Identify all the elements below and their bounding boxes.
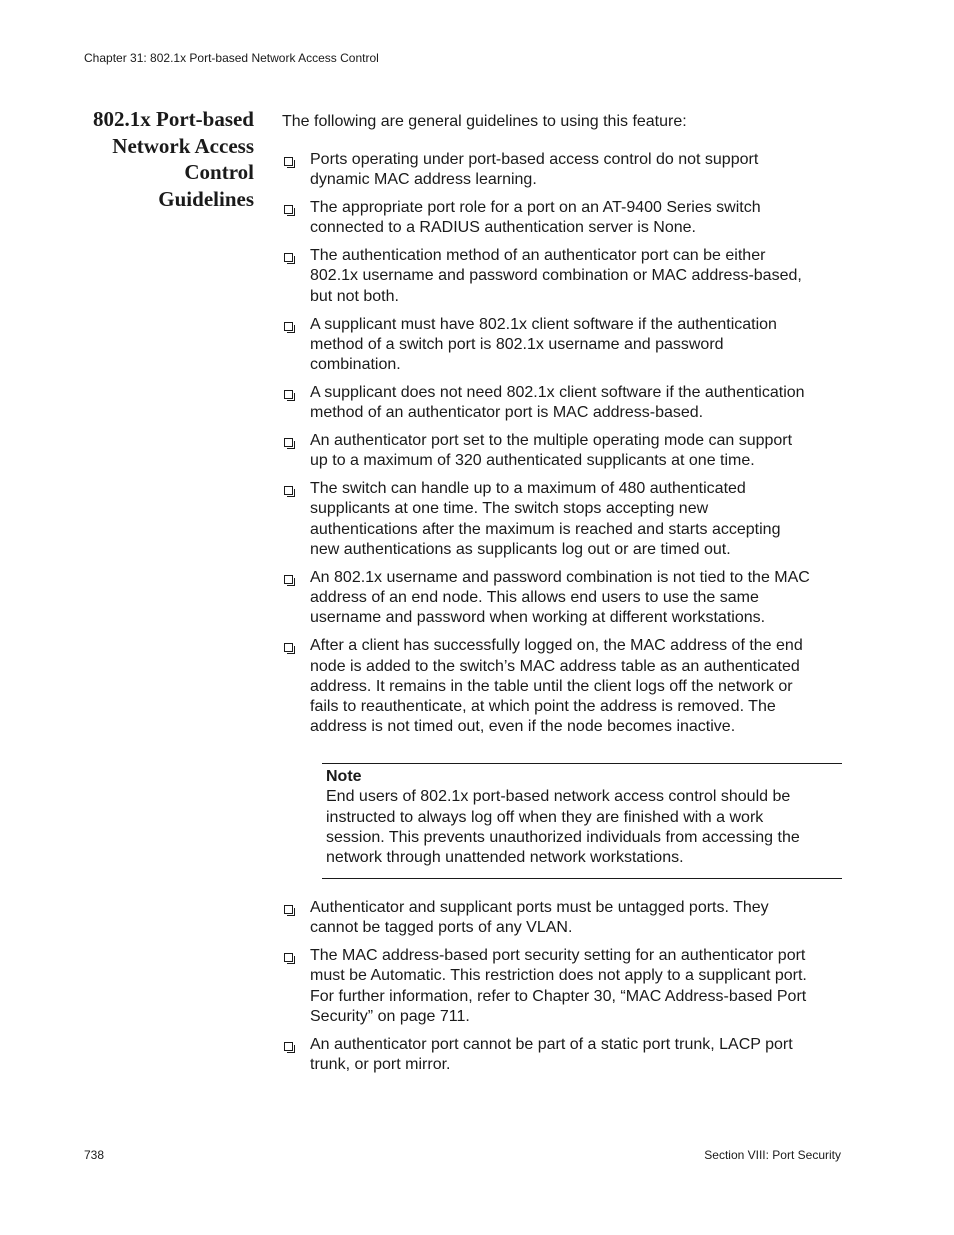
bullet-line: must be Automatic. This restriction does not apply to a supplicant port.	[310, 967, 807, 985]
bullet-line: An authenticator port cannot be part of a static port trunk, LACP port	[310, 1035, 793, 1053]
page-number: 738	[84, 1148, 105, 1162]
bullet-line: An 802.1x username and password combination is not tied to the MAC	[310, 568, 810, 586]
guideline-list	[282, 150, 852, 745]
bullet-line: new authentications as supplicants log out or are timed out.	[310, 541, 731, 559]
checkbox-bullet-icon	[284, 390, 293, 399]
bullet-line: authentications after the maximum is reached and starts accepting	[310, 520, 781, 538]
bullet-line: node is added to the switch’s MAC address table as an authenticated	[310, 657, 800, 675]
note-line: session. This prevents unauthorized individuals from accessing the	[326, 828, 800, 846]
note-line: instructed to always log off when they are finished with a work	[326, 808, 764, 826]
bullet-item	[282, 1035, 852, 1076]
checkbox-bullet-icon	[284, 253, 293, 262]
checkbox-bullet-icon	[284, 905, 293, 914]
bullet-line: After a client has successfully logged on, the MAC address of the end	[310, 637, 803, 655]
section-heading-line: Guidelines	[158, 186, 254, 211]
bullet-item	[282, 479, 852, 560]
bullet-line: The MAC address-based port security setting for an authenticator port	[310, 947, 806, 965]
checkbox-bullet-icon	[284, 643, 293, 652]
chapter-header: Chapter 31: 802.1x Port-based Network Access Control	[84, 51, 379, 65]
bullet-line: Security” on page 711.	[310, 1007, 470, 1025]
bullet-line: address of an end node. This allows end users to use the same	[310, 589, 759, 607]
checkbox-bullet-icon	[284, 575, 293, 584]
bullet-line: Ports operating under port-based access control do not support	[310, 151, 759, 168]
bullet-item	[282, 946, 852, 1027]
bullet-line: dynamic MAC address learning.	[310, 171, 537, 189]
bullet-item	[282, 636, 852, 737]
bullet-line: Authenticator and supplicant ports must be untagged ports. They	[310, 899, 769, 916]
section-footer: Section VIII: Port Security	[704, 1148, 841, 1162]
bullet-line: cannot be tagged ports of any VLAN.	[310, 919, 573, 937]
bullet-item	[282, 198, 852, 239]
bullet-line: method of a switch port is 802.1x username and password	[310, 335, 724, 353]
bullet-line: method of an authenticator port is MAC address-based.	[310, 404, 704, 422]
bullet-line: A supplicant must have 802.1x client software if the authentication	[310, 315, 777, 333]
bullet-item	[282, 568, 852, 629]
bullet-line: trunk, or port mirror.	[310, 1056, 451, 1074]
checkbox-bullet-icon	[284, 205, 293, 214]
checkbox-bullet-icon	[284, 953, 293, 962]
note-line: network through unattended network workstations.	[326, 849, 684, 867]
bullet-line: The appropriate port role for a port on an AT-9400 Series switch	[310, 199, 761, 217]
checkbox-bullet-icon	[284, 438, 293, 447]
bullet-line: 802.1x username and password combination or MAC address-based,	[310, 267, 802, 285]
checkbox-bullet-icon	[284, 157, 293, 166]
note-title: Note	[326, 768, 362, 785]
bullet-line: address is not timed out, even if the node becomes inactive.	[310, 718, 736, 736]
bullet-line: address. It remains in the table until the client logs off the network or	[310, 677, 793, 695]
section-heading-line: Control	[184, 160, 254, 184]
bullet-line: The authentication method of an authenticator port can be either	[310, 247, 766, 265]
bullet-line: A supplicant does not need 802.1x client software if the authentication	[310, 383, 805, 401]
note-box	[322, 763, 842, 879]
checkbox-bullet-icon	[284, 486, 293, 495]
checkbox-bullet-icon	[284, 1042, 293, 1051]
bullet-line: but not both.	[310, 287, 399, 305]
bullet-item	[282, 246, 852, 307]
bullet-line: up to a maximum of 320 authenticated supplicants at one time.	[310, 452, 755, 470]
bullet-line: connected to a RADIUS authentication server is None.	[310, 219, 696, 237]
section-heading-line: 802.1x Port-based	[93, 107, 254, 131]
bullet-item	[282, 431, 852, 472]
bullet-item	[282, 898, 852, 939]
bullet-item	[282, 383, 852, 424]
guideline-list	[282, 898, 852, 1083]
bullet-item	[282, 150, 852, 191]
bullet-line: fails to reauthenticate, at which point the address is removed. The	[310, 698, 776, 716]
intro-paragraph: The following are general guidelines to using this feature:	[282, 113, 687, 130]
section-heading	[60, 106, 254, 212]
bullet-line: The switch can handle up to a maximum of 480 authenticated	[310, 480, 746, 498]
bullet-line: username and password when working at different workstations.	[310, 609, 766, 627]
checkbox-bullet-icon	[284, 322, 293, 331]
section-heading-line: Network Access	[112, 133, 254, 158]
bullet-line: An authenticator port set to the multiple operating mode can support	[310, 432, 793, 450]
note-line: End users of 802.1x port-based network access control should be	[326, 788, 791, 806]
bullet-line: combination.	[310, 356, 401, 374]
bullet-line: supplicants at one time. The switch stops accepting new	[310, 500, 709, 518]
bullet-line: For further information, refer to Chapter 30, “MAC Address-based Port	[310, 987, 807, 1005]
bullet-item	[282, 315, 852, 376]
